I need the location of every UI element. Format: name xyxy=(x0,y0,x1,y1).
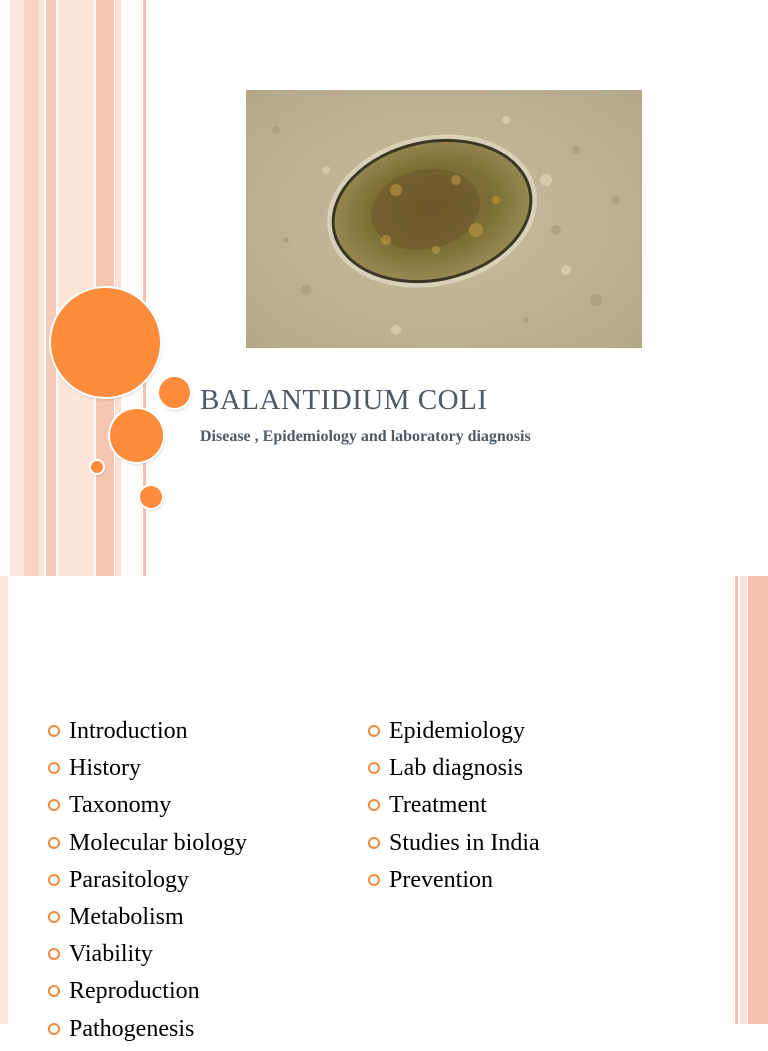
list-item: Treatment xyxy=(368,790,540,827)
bullet-ring-icon xyxy=(368,762,380,774)
decorative-circle xyxy=(159,377,190,408)
bullet-ring-icon xyxy=(48,799,60,811)
topic-list-left xyxy=(48,716,247,1051)
decorative-stripe xyxy=(58,0,94,576)
decorative-stripe xyxy=(10,0,24,576)
list-item: Reproduction xyxy=(48,976,247,1013)
topic-list-right xyxy=(368,716,540,902)
list-item: Metabolism xyxy=(48,902,247,939)
list-item: Viability xyxy=(48,939,247,976)
contents-slide xyxy=(0,576,768,1042)
bullet-ring-icon xyxy=(48,948,60,960)
decorative-stripe xyxy=(24,0,38,576)
slide-title: BALANTIDIUM COLI xyxy=(200,384,488,416)
bullet-ring-icon xyxy=(48,874,60,886)
decorative-stripe xyxy=(0,576,8,1024)
microscope-photo xyxy=(246,90,642,348)
decorative-stripe xyxy=(735,576,738,1024)
bullet-ring-icon xyxy=(368,874,380,886)
list-item: Lab diagnosis xyxy=(368,753,540,790)
bullet-ring-icon xyxy=(368,837,380,849)
decorative-circle xyxy=(51,288,160,397)
list-item: Epidemiology xyxy=(368,716,540,753)
bullet-ring-icon xyxy=(368,799,380,811)
bullet-ring-icon xyxy=(368,725,380,737)
list-item: History xyxy=(48,753,247,790)
decorative-circle xyxy=(110,409,163,462)
list-item: Parasitology xyxy=(48,865,247,902)
list-item: Introduction xyxy=(48,716,247,753)
decorative-stripe xyxy=(38,0,44,576)
bullet-ring-icon xyxy=(48,1023,60,1035)
bullet-ring-icon xyxy=(48,837,60,849)
decorative-stripe xyxy=(740,576,747,1024)
decorative-circle xyxy=(140,486,162,508)
bullet-ring-icon xyxy=(48,762,60,774)
bullet-ring-icon xyxy=(48,985,60,997)
slide-subtitle: Disease , Epidemiology and laboratory diagnosis xyxy=(200,428,531,445)
bullet-ring-icon xyxy=(48,911,60,923)
decorative-stripe xyxy=(46,0,56,576)
list-item: Pathogenesis xyxy=(48,1014,247,1051)
list-item: Taxonomy xyxy=(48,790,247,827)
decorative-stripe xyxy=(748,576,768,1024)
list-item: Studies in India xyxy=(368,828,540,865)
bullet-ring-icon xyxy=(48,725,60,737)
decorative-circle xyxy=(91,461,103,473)
list-item: Prevention xyxy=(368,865,540,902)
list-item: Molecular biology xyxy=(48,828,247,865)
